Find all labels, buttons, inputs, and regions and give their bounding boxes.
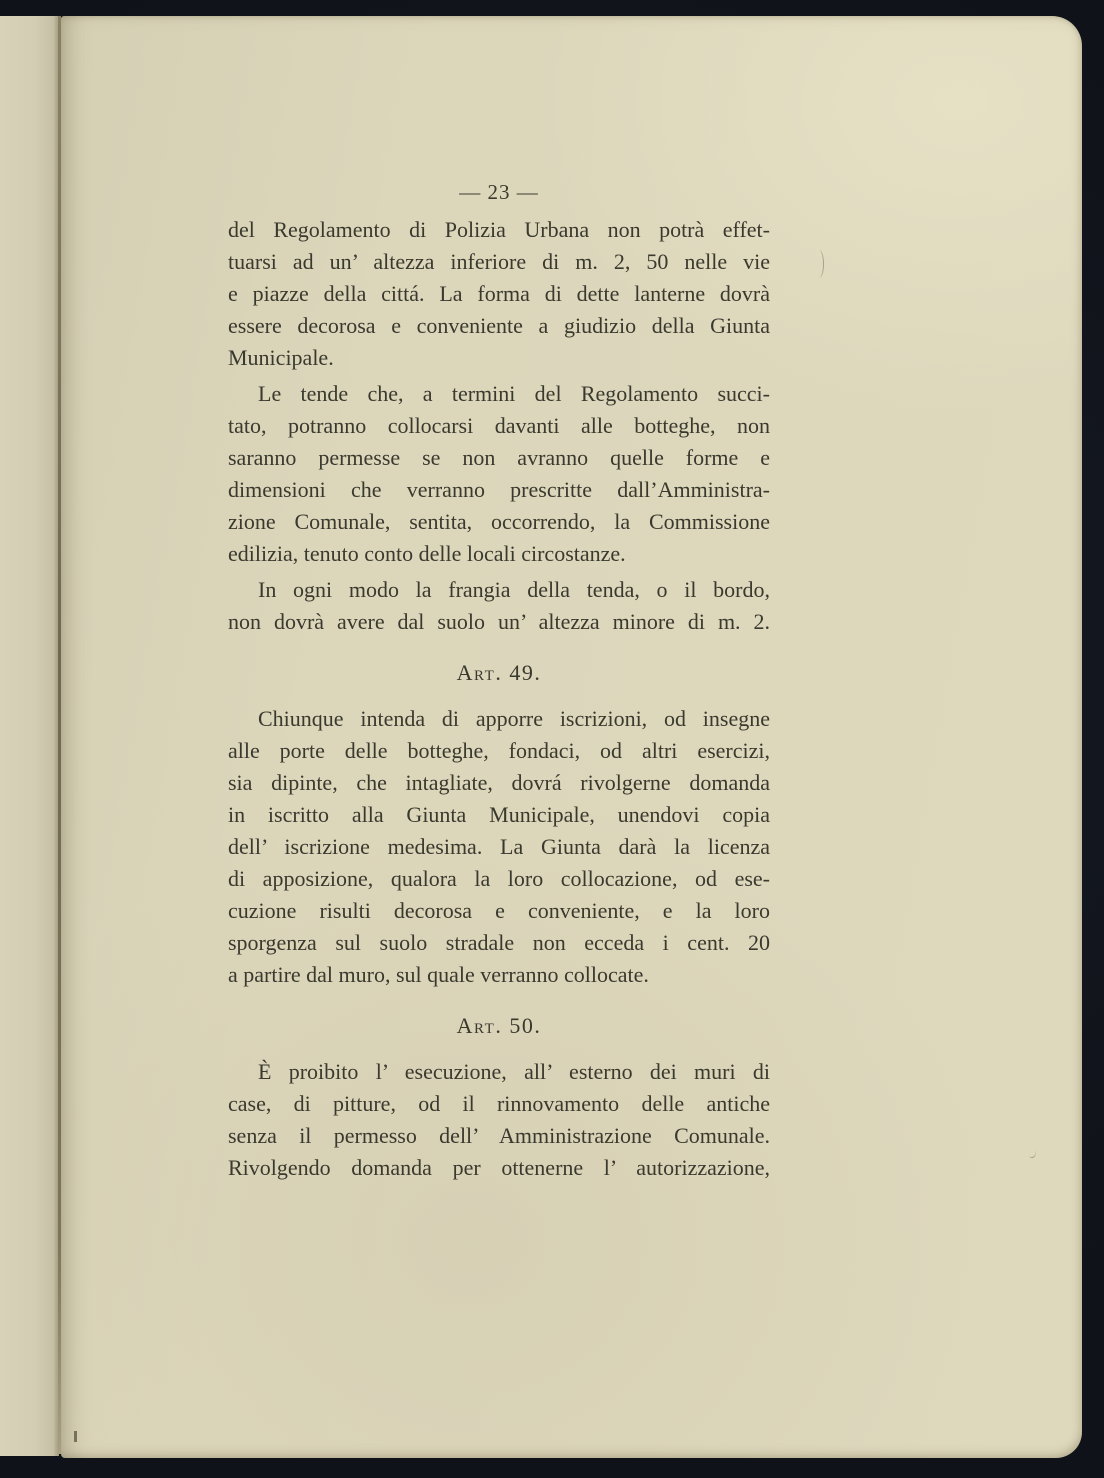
text-line: edilizia, tenuto conto delle locali circostanze. bbox=[228, 541, 626, 566]
book-page bbox=[61, 16, 1082, 1458]
text-line: cuzione risulti decorosa e conveniente, e la loro bbox=[228, 898, 770, 923]
text-line: alle porte delle botteghe, fondaci, od altri esercizi, bbox=[228, 738, 770, 763]
text-line: In ogni modo la frangia della tenda, o il bordo, bbox=[258, 577, 770, 602]
text-line: di apposizione, qualora la loro collocazione, od ese- bbox=[228, 866, 770, 891]
text-line: sporgenza sul suolo stradale non ecceda i cent. 20 bbox=[228, 930, 770, 955]
text-line: non dovrà avere dal suolo un’ altezza minore di m. 2. bbox=[228, 609, 770, 634]
text-line: È proibito l’ esecuzione, all’ esterno dei muri di bbox=[258, 1059, 770, 1084]
text-line: Chiunque intenda di apporre iscrizioni, od insegne bbox=[258, 706, 770, 731]
page-number: — 23 — bbox=[459, 180, 539, 204]
page-content bbox=[228, 176, 770, 1184]
text-line: saranno permesse se non avranno quelle forme e bbox=[228, 445, 770, 470]
text-line: dimensioni che verranno prescritte dall’Amministra- bbox=[228, 477, 770, 502]
text-line: zione Comunale, sentita, occorrendo, la Commissione bbox=[228, 509, 770, 534]
text-line: senza il permesso dell’ Amministrazione Comunale. bbox=[228, 1123, 770, 1148]
paragraph-pitture bbox=[228, 1056, 770, 1184]
text-line: Le tende che, a termini del Regolamento succi- bbox=[258, 381, 770, 406]
paragraph-frangia bbox=[228, 574, 770, 638]
paragraph-lanterne bbox=[228, 214, 770, 374]
text-line: tuarsi ad un’ altezza inferiore di m. 2, 50 nelle vie bbox=[228, 249, 770, 274]
text-line: case, di pitture, od il rinnovamento delle antiche bbox=[228, 1091, 770, 1116]
text-line: in iscritto alla Giunta Municipale, unendovi copia bbox=[228, 802, 770, 827]
article-heading-50: Art. 50. bbox=[456, 1013, 542, 1038]
text-line: sia dipinte, che intagliate, dovrá rivolgerne domanda bbox=[228, 770, 770, 795]
text-line: tato, potranno collocarsi davanti alle botteghe, non bbox=[228, 413, 770, 438]
paragraph-iscrizioni bbox=[228, 703, 770, 991]
text-line: dell’ iscrizione medesima. La Giunta darà la licenza bbox=[228, 834, 770, 859]
facing-page-edge bbox=[0, 16, 59, 1456]
text-line: essere decorosa e conveniente a giudizio della Giunta bbox=[228, 313, 770, 338]
text-line: e piazze della cittá. La forma di dette lanterne dovrà bbox=[228, 281, 770, 306]
paragraph-tende bbox=[228, 378, 770, 570]
text-line: Municipale. bbox=[228, 345, 334, 370]
article-heading-49: Art. 49. bbox=[456, 660, 542, 685]
text-line: del Regolamento di Polizia Urbana non potrà effet- bbox=[228, 217, 770, 242]
text-line: a partire dal muro, sul quale verranno collocate. bbox=[228, 962, 649, 987]
text-line: Rivolgendo domanda per ottenerne l’ autorizzazione, bbox=[228, 1155, 770, 1180]
ink-speck bbox=[74, 1431, 77, 1442]
